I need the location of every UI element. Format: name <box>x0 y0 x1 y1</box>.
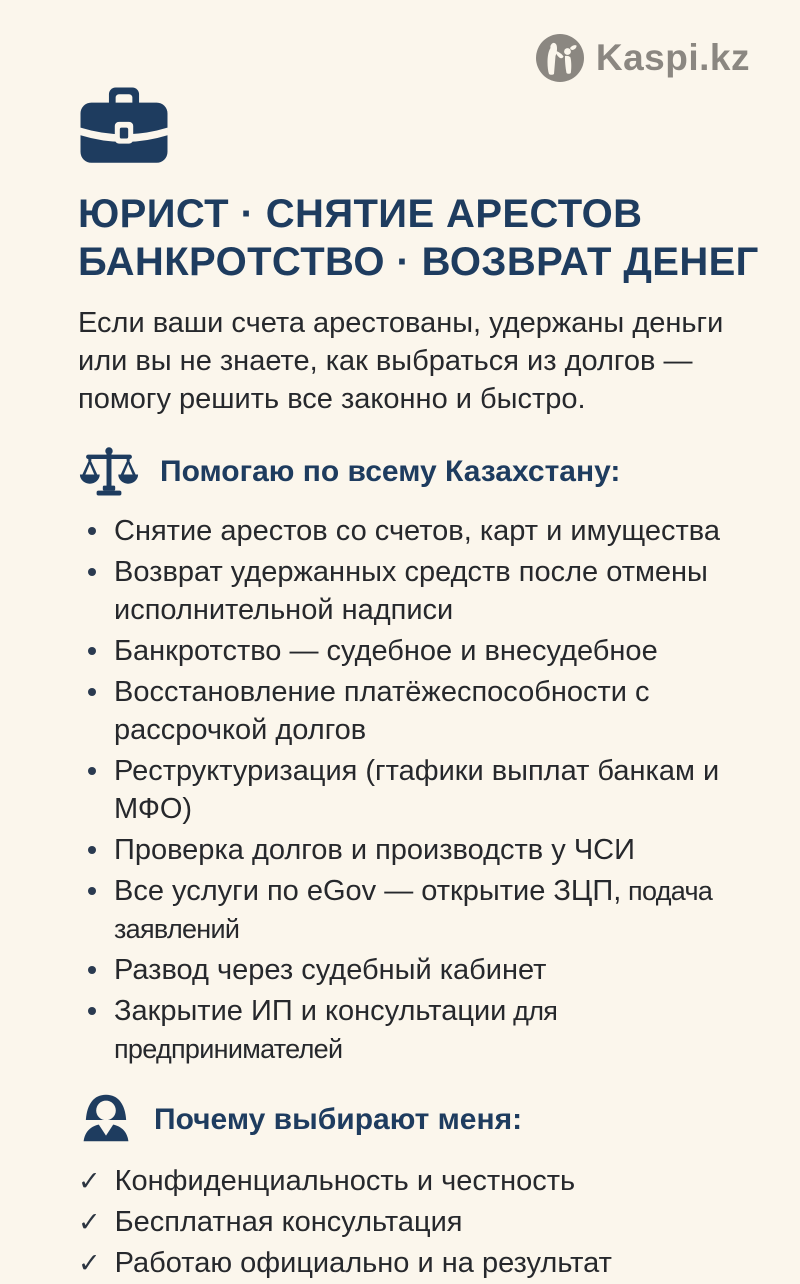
list-item-label: Проверка долгов и производств у ЧСИ <box>114 834 635 866</box>
bullet-icon <box>88 887 96 895</box>
list-item <box>86 831 736 869</box>
list-item <box>86 673 736 749</box>
bullet-icon <box>88 647 96 655</box>
briefcase-icon <box>78 86 170 166</box>
reason-label: Конфиденциальность и честность <box>114 1165 576 1197</box>
list-item <box>86 872 736 948</box>
list-item-label: Развод через судебный кабинет <box>114 954 547 986</box>
services-section-heading <box>78 446 742 498</box>
bullet-icon <box>88 966 96 974</box>
list-item-label: Снятие арестов со счетов, карт и имущества <box>114 515 720 547</box>
kaspi-logo-text: Kaspi.kz <box>595 37 750 78</box>
bullet-icon <box>88 846 96 854</box>
bullet-icon <box>88 1007 96 1015</box>
list-item <box>86 512 736 550</box>
kaspi-logo <box>78 34 750 82</box>
kaspi-mascot-icon <box>536 34 584 82</box>
services-heading-label: Помогаю по всему Казахстану: <box>160 455 621 488</box>
reason-label: Бесплатная консультация <box>114 1206 463 1238</box>
list-item-label: Все услуги по eGov — открытие ЗЦП, подача заявлений <box>114 875 713 944</box>
check-icon: ✓ <box>78 1207 101 1237</box>
list-item-label: Реструктуризация (гтафики выплат банкам и МФО) <box>114 755 720 825</box>
reasons-section-heading <box>78 1093 742 1147</box>
intro-text: Если ваши счета арестованы, удержаны деньги или вы не знаете, как выбраться из долгов — помогу решить все законно и быстро. <box>78 307 724 415</box>
list-item <box>78 1202 738 1243</box>
list-item-label: Банкротство — судебное и внесудебное <box>114 635 658 667</box>
bullet-icon <box>88 688 96 696</box>
reasons-list <box>78 1161 738 1284</box>
list-item-label: Восстановление платёжеспособности с рассрочкой долгов <box>114 676 650 746</box>
list-item-label: Возврат удержанных средств после отмены исполнительной надписи <box>114 556 708 626</box>
bullet-icon <box>88 527 96 535</box>
reason-label: Работаю официально и на результат <box>114 1247 612 1279</box>
reasons-heading-label: Почему выбирают меня: <box>154 1103 523 1136</box>
page-title-line1: ЮРИСТ · СНЯТИЕ АРЕСТОВ <box>78 192 643 236</box>
check-icon: ✓ <box>78 1248 101 1278</box>
person-icon <box>78 1093 134 1147</box>
list-item <box>86 951 736 989</box>
bullet-icon <box>88 767 96 775</box>
list-item-label: Закрытие ИП и консультации для предпринимателей <box>114 995 558 1064</box>
services-list <box>78 512 736 1071</box>
list-item <box>86 632 736 670</box>
bullet-icon <box>88 568 96 576</box>
list-item <box>86 992 736 1068</box>
list-item <box>78 1243 738 1284</box>
scales-icon <box>78 446 140 498</box>
page-title <box>78 190 759 286</box>
list-item <box>86 752 736 828</box>
check-icon: ✓ <box>78 1166 101 1196</box>
list-item <box>86 553 736 629</box>
page-title-line2: БАНКРОТСТВО · ВОЗВРАТ ДЕНЕГ <box>78 240 759 284</box>
list-item <box>78 1161 738 1202</box>
